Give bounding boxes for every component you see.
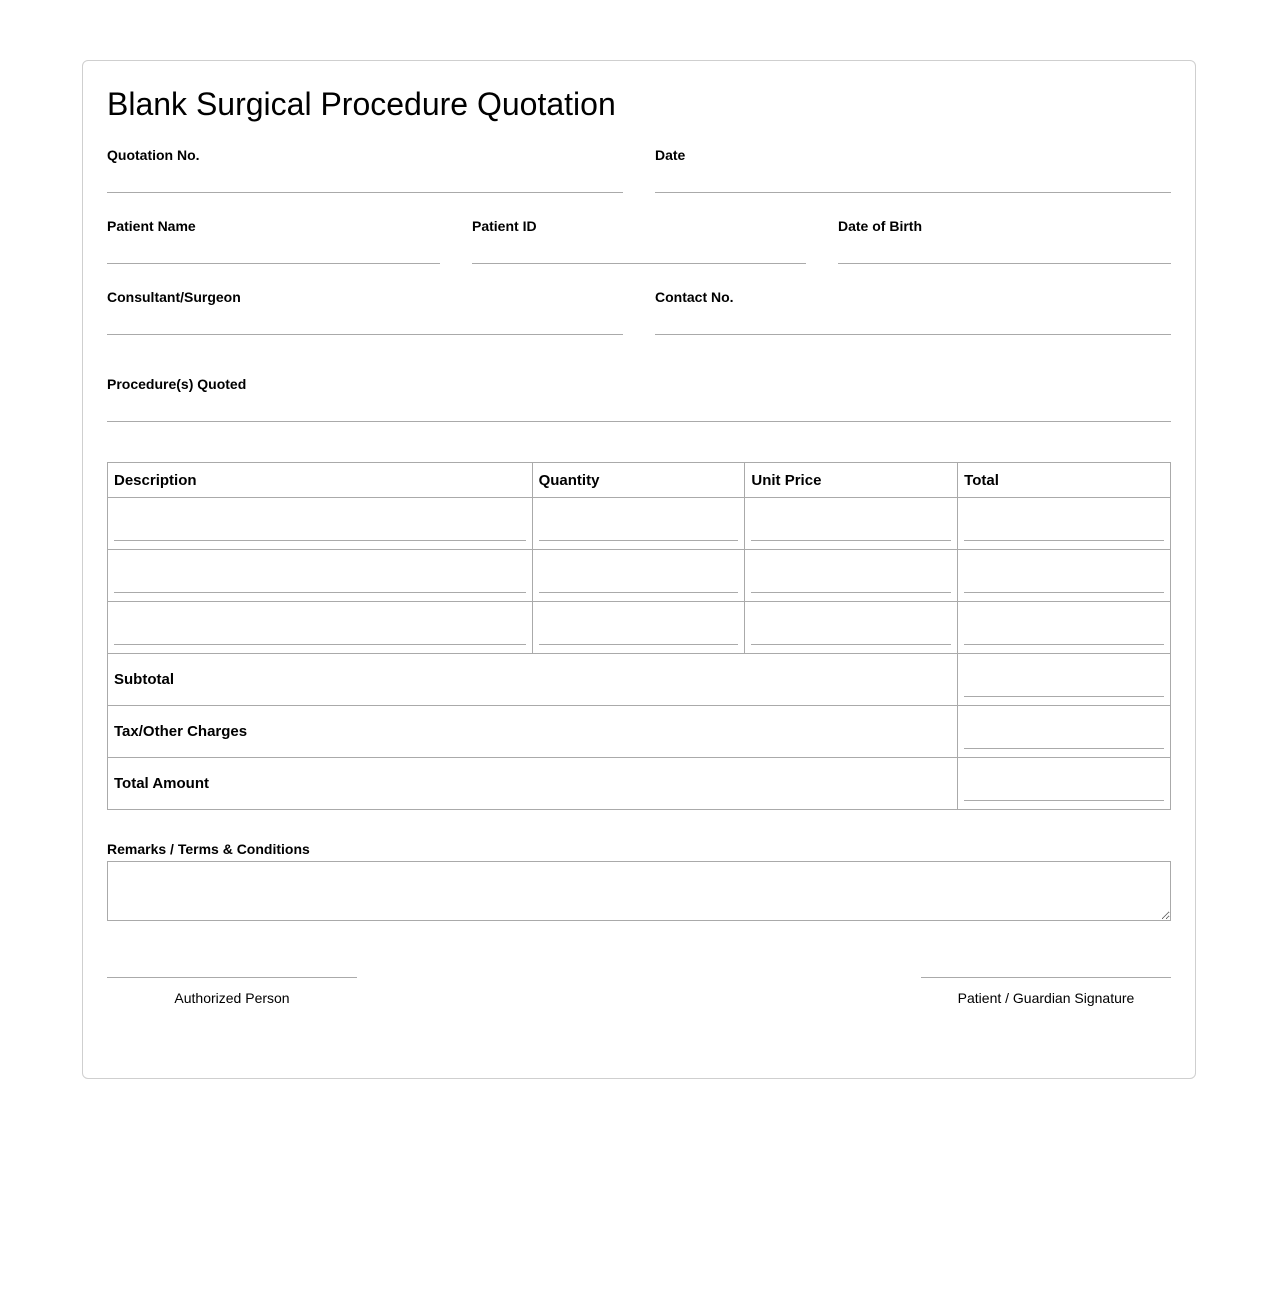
contact-no-label: Contact No. (655, 289, 734, 305)
cell-description (108, 602, 533, 654)
cell-quantity (532, 602, 745, 654)
cell-total (958, 550, 1171, 602)
procedures-label: Procedure(s) Quoted (107, 376, 247, 392)
header-unit-price: Unit Price (745, 463, 958, 498)
patient-id-label: Patient ID (472, 218, 537, 234)
total-amount-input[interactable] (964, 779, 1164, 801)
cell-quantity (532, 498, 745, 550)
patient-name-label: Patient Name (107, 218, 196, 234)
date-field (655, 147, 1171, 193)
patient-name-input[interactable] (107, 240, 440, 264)
total-amount-row (108, 758, 1171, 810)
cell-subtotal (958, 654, 1171, 706)
date-of-birth-label: Date of Birth (838, 218, 922, 234)
tax-input[interactable] (964, 727, 1164, 749)
cell-unit-price (745, 550, 958, 602)
description-input[interactable] (114, 571, 526, 593)
table-row (108, 550, 1171, 602)
header-quantity: Quantity (532, 463, 745, 498)
unit-price-input[interactable] (751, 623, 951, 645)
date-input[interactable] (655, 169, 1171, 193)
header-description: Description (108, 463, 533, 498)
page-title: Blank Surgical Procedure Quotation (107, 86, 616, 122)
total-input[interactable] (964, 519, 1164, 541)
description-input[interactable] (114, 623, 526, 645)
cell-quantity (532, 550, 745, 602)
quantity-input[interactable] (539, 519, 739, 541)
tax-row (108, 706, 1171, 758)
table-row (108, 602, 1171, 654)
patient-id-field (472, 218, 806, 264)
quantity-input[interactable] (539, 571, 739, 593)
tax-label: Tax/Other Charges (108, 706, 958, 758)
cell-description (108, 550, 533, 602)
date-of-birth-input[interactable] (838, 240, 1171, 264)
quantity-input[interactable] (539, 623, 739, 645)
description-input[interactable] (114, 519, 526, 541)
items-table (107, 462, 1171, 810)
patient-id-input[interactable] (472, 240, 806, 264)
subtotal-input[interactable] (964, 675, 1164, 697)
total-input[interactable] (964, 571, 1164, 593)
cell-total-amount (958, 758, 1171, 810)
table-row (108, 498, 1171, 550)
cell-total (958, 498, 1171, 550)
date-label: Date (655, 147, 686, 163)
cell-total (958, 602, 1171, 654)
patient-signature (921, 977, 1171, 1006)
subtotal-label: Subtotal (108, 654, 958, 706)
date-of-birth-field (838, 218, 1171, 264)
cell-tax (958, 706, 1171, 758)
remarks-label: Remarks / Terms & Conditions (107, 841, 310, 857)
unit-price-input[interactable] (751, 519, 951, 541)
patient-signature-line[interactable] (921, 977, 1171, 978)
quotation-no-input[interactable] (107, 169, 623, 193)
quotation-no-label: Quotation No. (107, 147, 200, 163)
cell-unit-price (745, 602, 958, 654)
total-input[interactable] (964, 623, 1164, 645)
total-amount-label: Total Amount (108, 758, 958, 810)
authorized-signature (107, 977, 357, 1006)
patient-signature-label: Patient / Guardian Signature (957, 990, 1135, 1006)
cell-unit-price (745, 498, 958, 550)
consultant-field (107, 289, 623, 335)
cell-description (108, 498, 533, 550)
consultant-label: Consultant/Surgeon (107, 289, 241, 305)
remarks-textarea[interactable] (107, 861, 1171, 921)
quotation-no-field (107, 147, 623, 193)
header-total: Total (958, 463, 1171, 498)
authorized-signature-label: Authorized Person (174, 990, 290, 1006)
unit-price-input[interactable] (751, 571, 951, 593)
patient-name-field (107, 218, 440, 264)
quotation-form (82, 60, 1196, 1079)
procedures-field (107, 376, 1171, 422)
subtotal-row (108, 654, 1171, 706)
authorized-signature-line[interactable] (107, 977, 357, 978)
contact-no-input[interactable] (655, 311, 1171, 335)
procedures-input[interactable] (107, 398, 1171, 422)
table-header-row (108, 463, 1171, 498)
consultant-input[interactable] (107, 311, 623, 335)
contact-no-field (655, 289, 1171, 335)
